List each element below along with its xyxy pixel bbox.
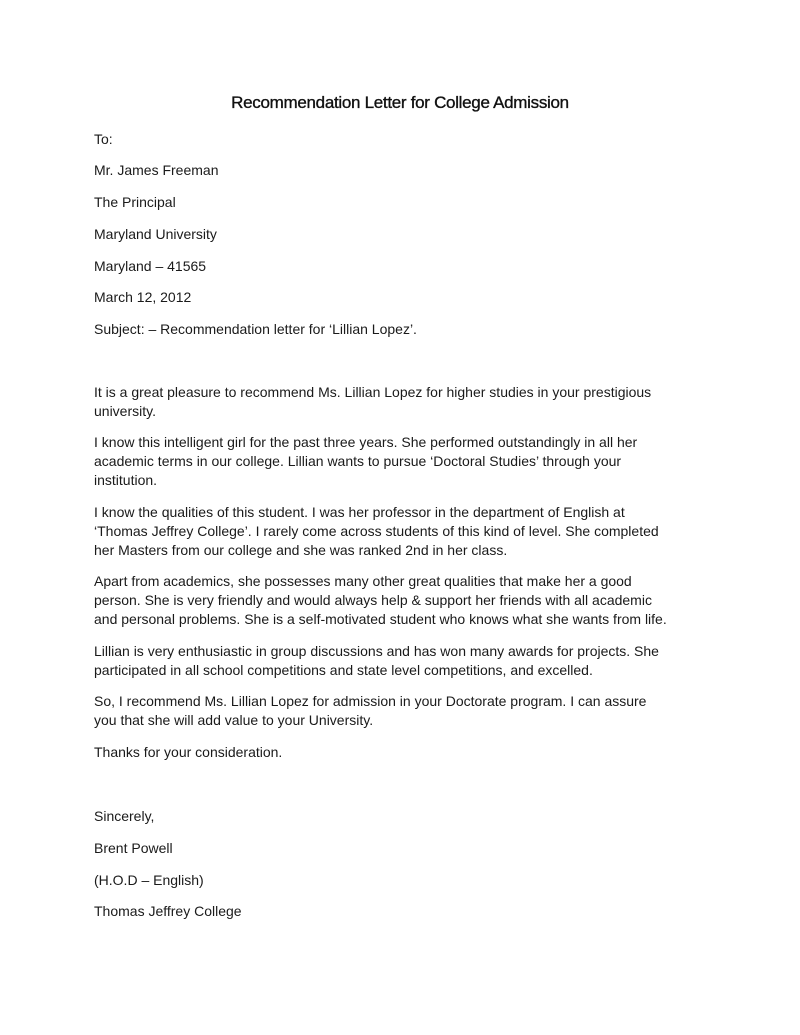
paragraph-line: Lillian is very enthusiastic in group discussions and has won many awards for projects. She (94, 643, 659, 659)
body-paragraph-5 (94, 642, 694, 680)
paragraph-line: Apart from academics, she possesses many other great qualities that make her a good (94, 573, 632, 589)
signatory-designation: (H.O.D – English) (94, 872, 204, 888)
body-paragraph-2 (94, 433, 694, 490)
signatory-name: Brent Powell (94, 840, 173, 856)
recipient-location: Maryland – 41565 (94, 258, 207, 274)
recipient-name: Mr. James Freeman (94, 162, 219, 178)
paragraph-line: university. (94, 403, 156, 419)
paragraph-line: It is a great pleasure to recommend Ms. Lillian Lopez for higher studies in your prestigious (94, 384, 652, 400)
letter-subject: Subject: – Recommendation letter for ‘Lillian Lopez’. (94, 321, 417, 337)
paragraph-line: Thanks for your consideration. (94, 744, 283, 760)
signatory-college: Thomas Jeffrey College (94, 903, 242, 919)
paragraph-line: participated in all school competitions and state level competitions, and excelled. (94, 662, 593, 678)
paragraph-line: academic terms in our college. Lillian wants to pursue ‘Doctoral Studies’ through your (94, 453, 622, 469)
paragraph-line: and personal problems. She is a self-motivated student who knows what she wants from life. (94, 611, 667, 627)
body-paragraph-1 (94, 383, 694, 421)
paragraph-line: ‘Thomas Jeffrey College’. I rarely come across students of this kind of level. She completed (94, 523, 659, 539)
paragraph-line: person. She is very friendly and would always help & support her friends with all academic (94, 592, 652, 608)
paragraph-line: you that she will add value to your University. (94, 712, 374, 728)
paragraph-line: I know this intelligent girl for the past three years. She performed outstandingly in all her (94, 434, 638, 450)
paragraph-line: I know the qualities of this student. I was her professor in the department of English at (94, 504, 625, 520)
body-paragraph-3 (94, 503, 694, 560)
body-paragraph-6 (94, 692, 694, 730)
paragraph-line: institution. (94, 472, 158, 488)
recipient-position: The Principal (94, 194, 176, 210)
closing-salutation: Sincerely, (94, 808, 155, 824)
letter-date: March 12, 2012 (94, 289, 192, 305)
paragraph-line: her Masters from our college and she was ranked 2nd in her class. (94, 542, 508, 558)
letter-title: Recommendation Letter for College Admission (231, 93, 569, 112)
paragraph-line: So, I recommend Ms. Lillian Lopez for admission in your Doctorate program. I can assure (94, 693, 647, 709)
to-label: To: (94, 131, 113, 147)
recipient-institution: Maryland University (94, 226, 217, 242)
body-paragraph-4 (94, 572, 694, 629)
body-paragraph-7 (94, 743, 694, 762)
